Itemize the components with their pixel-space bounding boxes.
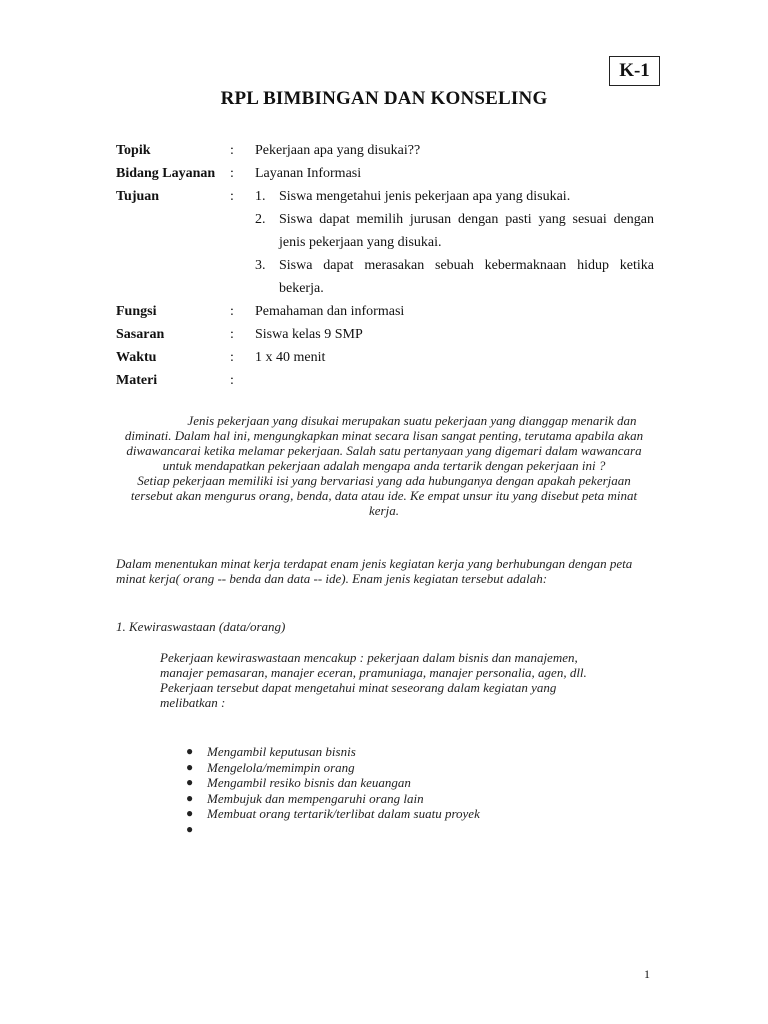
meta-label: Fungsi bbox=[116, 304, 157, 319]
page-number: 1 bbox=[644, 967, 650, 981]
section-paragraph: Pekerjaan kewiraswastaan mencakup : pekerjaan dalam bisnis dan manajemen, manajer pemasaran, manajer eceran, pramuniaga, manajer personalia, agen, dll. bbox=[160, 650, 587, 680]
meta-colon: : bbox=[230, 143, 234, 158]
goal-item bbox=[255, 254, 654, 300]
meta-row-waktu bbox=[116, 346, 654, 369]
meta-label: Materi bbox=[116, 373, 158, 388]
bullet-icon: ● bbox=[186, 806, 194, 820]
meta-row-topik bbox=[116, 139, 654, 162]
meta-row-materi bbox=[116, 369, 654, 392]
meta-table bbox=[116, 139, 654, 392]
bullet-icon: ● bbox=[186, 744, 194, 758]
meta-colon: : bbox=[230, 304, 234, 319]
meta-label: Sasaran bbox=[116, 327, 165, 342]
meta-row-tujuan bbox=[116, 185, 654, 300]
meta-label: Waktu bbox=[116, 350, 157, 365]
intro-paragraphs bbox=[116, 413, 652, 518]
meta-value: Layanan Informasi bbox=[255, 166, 362, 181]
goal-text: Siswa mengetahui jenis pekerjaan apa yang disukai. bbox=[279, 189, 571, 204]
goal-text: Siswa dapat memilih jurusan dengan pasti yang sesuai dengan jenis pekerjaan yang disukai. bbox=[279, 212, 654, 250]
bullet-item bbox=[160, 791, 580, 807]
document-code-box: K-1 bbox=[609, 56, 660, 86]
activity-intro-paragraph: Dalam menentukan minat kerja terdapat enam jenis kegiatan kerja yang berhubungan dengan peta minat kerja( orang -- benda dan data -- ide). Enam jenis kegiatan tersebut adalah: bbox=[116, 556, 633, 586]
section-paragraph: Pekerjaan tersebut dapat mengetahui minat seseorang dalam kegiatan yang melibatkan : bbox=[160, 680, 557, 710]
meta-value: Pekerjaan apa yang disukai?? bbox=[255, 143, 421, 158]
goal-number: 1. bbox=[255, 189, 266, 204]
bullet-item bbox=[160, 822, 580, 838]
meta-colon: : bbox=[230, 166, 234, 181]
meta-label: Bidang Layanan bbox=[116, 166, 216, 181]
bullet-text: Mengambil resiko bisnis dan keuangan bbox=[207, 775, 411, 790]
meta-row-bidang-layanan bbox=[116, 162, 654, 185]
goal-text: Siswa dapat merasakan sebuah kebermaknaan hidup ketika bekerja. bbox=[279, 258, 654, 296]
goal-list bbox=[255, 185, 654, 300]
intro-paragraph: Jenis pekerjaan yang disukai merupakan suatu pekerjaan yang dianggap menarik dan diminati. Dalam hal ini, mengungkapkan minat secara lisan sangat penting, terutama apabila akan diwawancarai ketika melamar pekerjaan. Salah satu pertanyaan yang digemari dalam wawancara untuk mendapatkan pekerjaan adalah mengapa anda tertarik dengan pekerjaan ini ? bbox=[124, 413, 644, 473]
goal-number: 3. bbox=[255, 258, 266, 273]
meta-colon: : bbox=[230, 327, 234, 342]
meta-label: Tujuan bbox=[116, 189, 160, 204]
meta-colon: : bbox=[230, 189, 234, 204]
bullet-item bbox=[160, 775, 580, 791]
meta-value: Siswa kelas 9 SMP bbox=[255, 327, 363, 342]
bullet-text: Mengambil keputusan bisnis bbox=[207, 744, 356, 759]
goal-item bbox=[255, 185, 654, 208]
meta-row-sasaran bbox=[116, 323, 654, 346]
bullet-item bbox=[160, 744, 580, 760]
activity-bullet-list bbox=[160, 744, 580, 837]
bullet-text: Membuat orang tertarik/terlibat dalam suatu proyek bbox=[207, 806, 480, 821]
goal-item bbox=[255, 208, 654, 254]
bullet-icon: ● bbox=[186, 775, 194, 789]
bullet-text: Membujuk dan mempengaruhi orang lain bbox=[207, 790, 424, 806]
document-title: RPL BIMBINGAN DAN KONSELING bbox=[220, 88, 548, 109]
goal-number: 2. bbox=[255, 212, 266, 227]
meta-colon: : bbox=[230, 350, 234, 365]
meta-value: 1 x 40 menit bbox=[255, 350, 326, 365]
meta-row-fungsi bbox=[116, 300, 654, 323]
bullet-item bbox=[160, 806, 580, 822]
bullet-icon: ● bbox=[186, 759, 194, 774]
bullet-icon: ● bbox=[186, 790, 194, 805]
meta-colon: : bbox=[230, 373, 234, 388]
section-heading: 1. Kewiraswastaan (data/orang) bbox=[116, 619, 286, 634]
meta-value: Pemahaman dan informasi bbox=[255, 304, 405, 319]
bullet-text: Mengelola/memimpin orang bbox=[207, 759, 355, 775]
bullet-icon: ● bbox=[186, 821, 194, 836]
intro-paragraph: Setiap pekerjaan memiliki isi yang bervariasi yang ada hubunganya dengan apakah pekerjaan tersebut akan mengurus orang, benda, data atau ide. Ke empat unsur itu yang disebut peta minat kerja. bbox=[130, 473, 638, 518]
bullet-item bbox=[160, 760, 580, 776]
section-description bbox=[160, 650, 600, 710]
meta-label: Topik bbox=[116, 143, 151, 158]
